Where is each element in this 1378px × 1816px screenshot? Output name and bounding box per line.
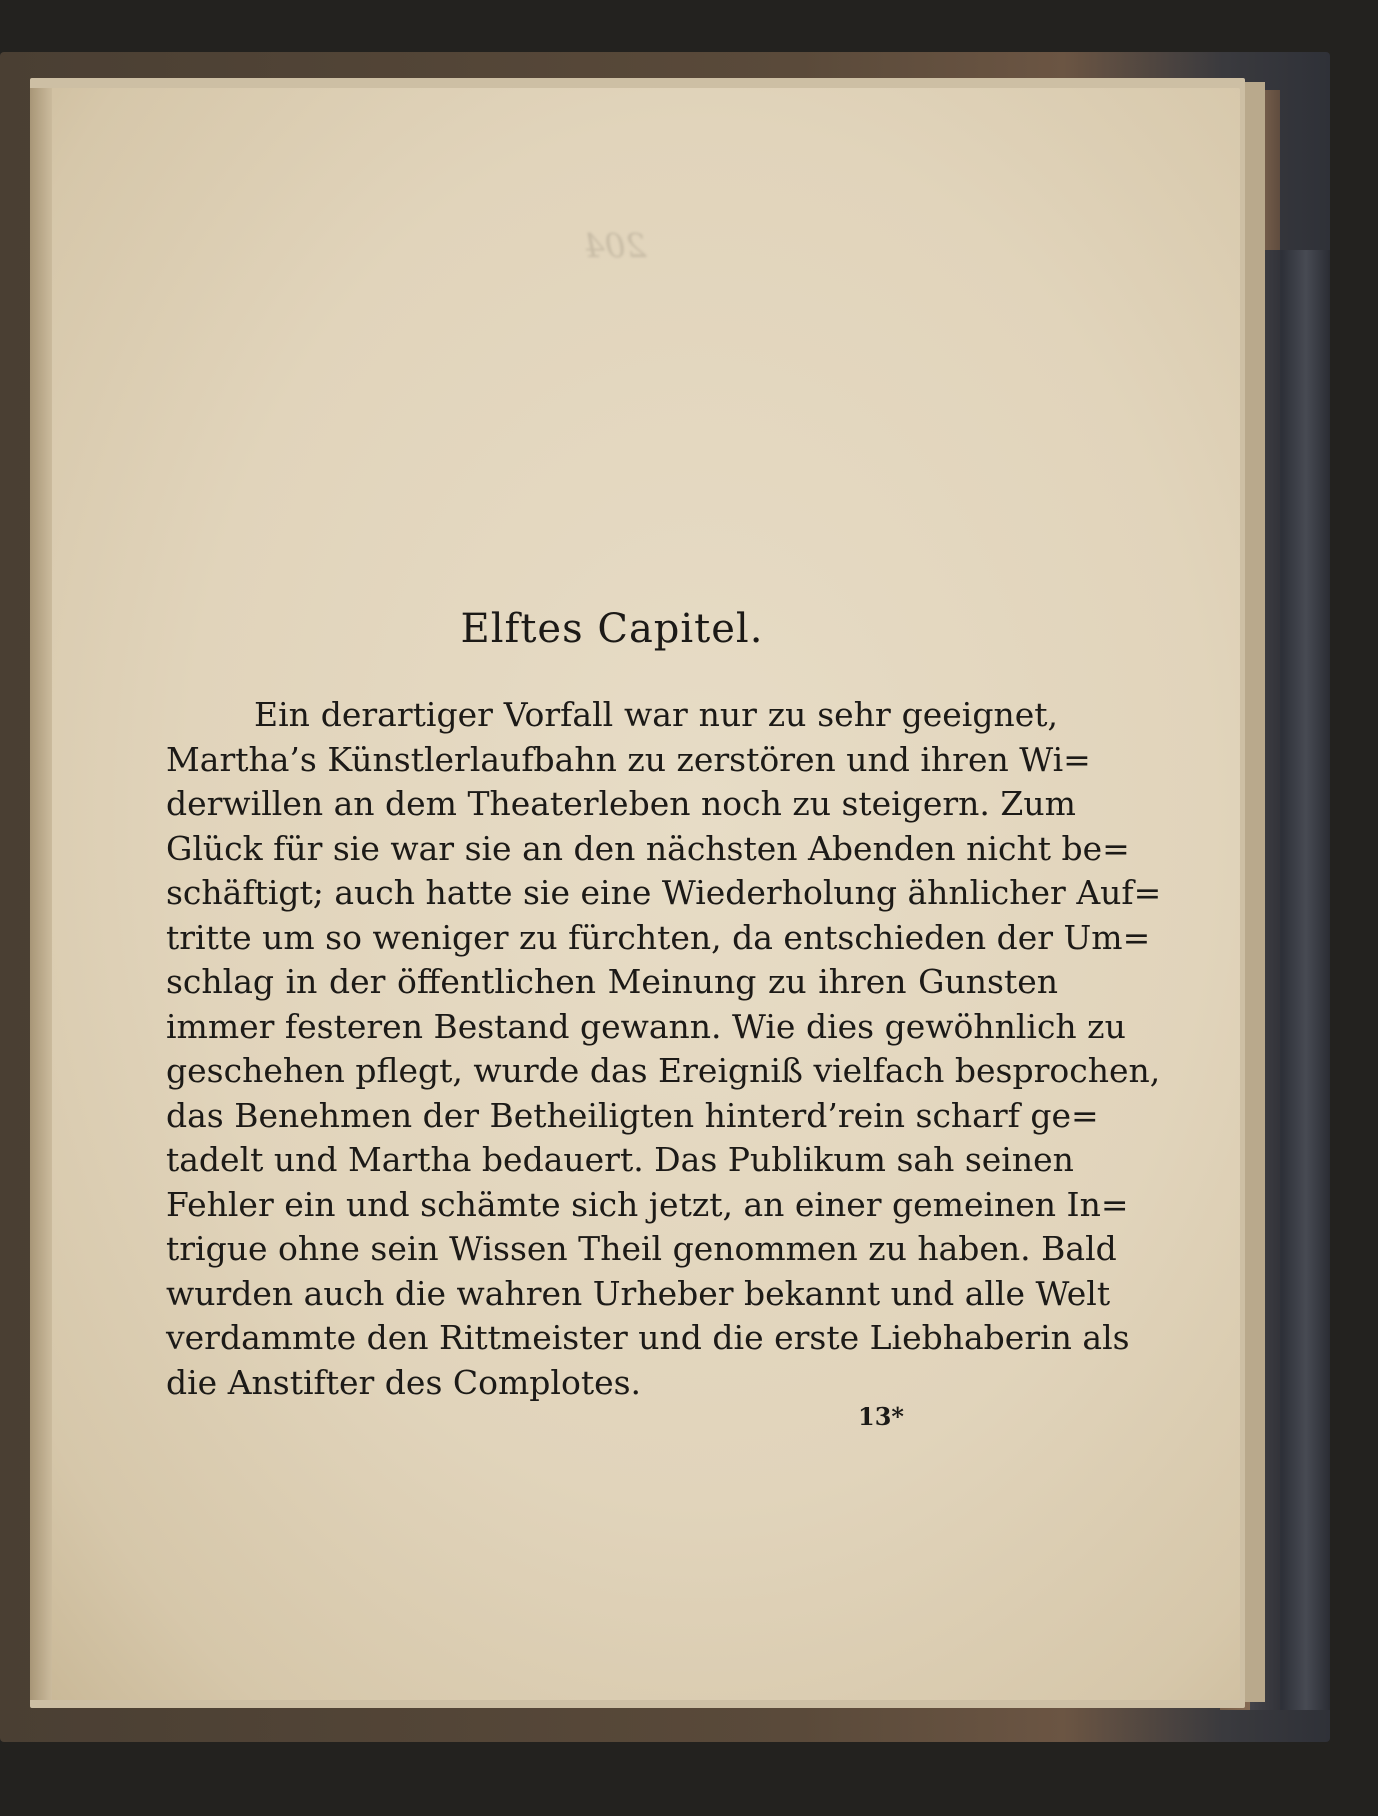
text-line: tritte um so weniger zu fürchten, da entschieden der Um= (166, 917, 1151, 957)
text-line: geschehen pflegt, wurde das Ereigniß vielfach besprochen, (166, 1051, 1161, 1090)
page-text-block (166, 605, 1162, 1405)
text-line: trigue ohne sein Wissen Theil genommen zu haben. Bald (166, 1229, 1117, 1268)
text-line: Glück für sie war sie an den nächsten Abenden nicht be= (166, 828, 1130, 868)
page-gutter (30, 88, 52, 1700)
text-line: schlag in der öffentlichen Meinung zu ihren Gunsten (166, 962, 1058, 1001)
signature-mark: 13* (858, 1402, 904, 1431)
chapter-title: Elftes Capitel. (460, 606, 764, 652)
text-line: derwillen an dem Theaterleben noch zu steigern. Zum (166, 784, 1076, 823)
text-line: das Benehmen der Betheiligten hinterd’rein scharf ge= (166, 1095, 1099, 1135)
text-line: verdammte den Rittmeister und die erste Liebhaberin als (166, 1318, 1130, 1357)
verso-bleed-through (165, 225, 1065, 287)
text-line: Martha’s Künstlerlaufbahn zu zerstören und ihren Wi= (166, 739, 1091, 779)
text-line: die Anstifter des Complotes. (166, 1362, 642, 1402)
text-line: schäftigt; auch hatte sie eine Wiederholung ähnlicher Auf= (166, 873, 1162, 912)
text-line: Ein derartiger Vorfall war nur zu sehr geeignet, (254, 695, 1058, 734)
text-line: immer festeren Bestand gewann. Wie dies gewöhnlich zu (166, 1006, 1126, 1046)
text-line: wurden auch die wahren Urheber bekannt und alle Welt (166, 1273, 1111, 1313)
verso-page-number: 204 (583, 226, 647, 265)
body-paragraph (166, 693, 1162, 1405)
text-line: Fehler ein und schämte sich jetzt, an einer gemeinen In= (166, 1184, 1129, 1224)
text-line: tadelt und Martha bedauert. Das Publikum sah seinen (166, 1140, 1074, 1179)
